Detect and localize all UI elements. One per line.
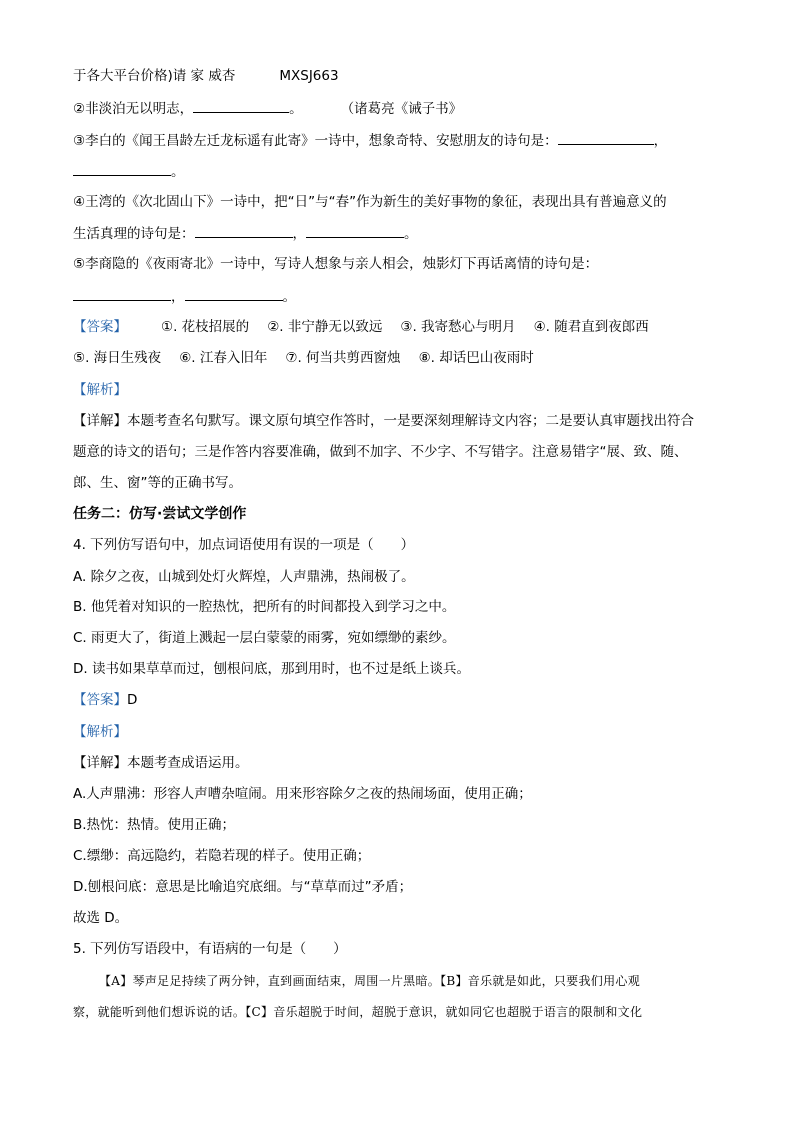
q4-detail-line: C.缥缈：高远隐约，若隐若现的样子。使用正确； xyxy=(73,848,371,864)
q4-detail-line: A.人声鼎沸：形容人声嘈杂喧闹。用来形容除夕之夜的热闹场面，使用正确； xyxy=(73,786,532,802)
blank-input[interactable] xyxy=(73,161,171,176)
q4-stem: 4. 下列仿写语句中，加点词语使用有误的一项是（ ） xyxy=(73,537,415,553)
item-3-text: ③李白的《闻王昌龄左迁龙标遥有此寄》一诗中，想象奇特、安慰朋友的诗句是： xyxy=(73,133,558,149)
analysis-3-label: 【解析】 xyxy=(73,382,127,398)
q4-option-d: D. 读书如果草草而过，刨根问底，那到用时，也不过是纸上谈兵。 xyxy=(73,661,470,677)
top-line xyxy=(73,66,724,86)
blank-input[interactable] xyxy=(195,223,293,238)
item-5-line-1: ⑤李商隐的《夜雨寄北》一诗中，写诗人想象与亲人相会，烛影灯下再话离情的诗句是： xyxy=(73,256,599,272)
analysis-3-line-2: 题意的诗文的语句；三是作答内容要准确，做到不加字、不少字、不写错字。注意易错字“展、致、随、 xyxy=(73,444,688,460)
blank-input[interactable] xyxy=(193,98,289,113)
task-2-heading: 任务二：仿写·尝试文学创作 xyxy=(73,506,247,522)
q4-detail-line: D.刨根问底：意思是比喻追究底细。与“草草而过”矛盾； xyxy=(73,879,413,895)
answer-item: ④. 随君直到夜郎西 xyxy=(533,319,649,335)
answer-item: ⑧. 却话巴山夜雨时 xyxy=(418,350,534,366)
answer-label: 【答案】 xyxy=(73,692,127,708)
q3-item-4-cont xyxy=(73,223,724,244)
top-line-text: 于各大平台价格)请 家 威杏 xyxy=(73,68,236,84)
answer-item: ⑤. 海日生残夜 xyxy=(73,350,162,366)
q4-detail-line: 故选 D。 xyxy=(73,910,129,926)
answer-3-row-2 xyxy=(73,348,724,368)
item-4-line-2: 生活真理的诗句是： xyxy=(73,226,195,242)
q4-detail-line: B.热忱：热情。使用正确； xyxy=(73,817,236,833)
answer-item: ①. 花枝招展的 xyxy=(161,319,250,335)
item-2-source: （诸葛亮《诫子书》 xyxy=(340,101,463,117)
q5-passage-line: 【A】琴声足足持续了两分钟，直到画面结束，周围一片黑暗。【B】音乐就是如此，只要我们用心观 xyxy=(99,974,640,988)
doc-code: MXSJ663 xyxy=(279,68,339,84)
q4-answer xyxy=(73,690,724,710)
blank-input[interactable] xyxy=(73,286,171,301)
answer-item: ⑦. 何当共剪西窗烛 xyxy=(285,350,401,366)
q4-analysis-label: 【解析】 xyxy=(73,724,127,740)
item-3-end: 。 xyxy=(171,164,185,180)
blank-input[interactable] xyxy=(185,286,283,301)
q4-option-c: C. 雨更大了，街道上溅起一层白蒙蒙的雨雾，宛如缥缈的素纱。 xyxy=(73,630,456,646)
q3-item-5 xyxy=(73,254,724,274)
q3-item-4 xyxy=(73,192,724,212)
item-2-prefix: ②非淡泊无以明志， xyxy=(73,101,194,117)
answer-label: 【答案】 xyxy=(73,319,127,335)
q4-option-b: B. 他凭着对知识的一腔热忱，把所有的时间都投入到学习之中。 xyxy=(73,599,456,615)
item-5-end: 。 xyxy=(282,289,296,305)
q4-detail-line: 【详解】本题考查成语运用。 xyxy=(73,755,249,771)
answer-value: D xyxy=(127,692,138,708)
analysis-3-line-1: 【详解】本题考查名句默写。课文原句填空作答时，一是要深刻理解诗文内容；二是要认真审题找出符合 xyxy=(73,413,694,429)
answer-item: ⑥. 江春入旧年 xyxy=(179,350,268,366)
q3-item-5-cont xyxy=(73,286,724,307)
item-4-comma: ， xyxy=(292,226,306,242)
item-4-line-1: ④王湾的《次北固山下》一诗中，把“日”与“春”作为新生的美好事物的象征，表现出具有普遍意义的 xyxy=(73,194,667,210)
answer-3-row-1 xyxy=(73,317,724,337)
q3-item-3 xyxy=(73,130,724,151)
item-3-comma: ， xyxy=(653,133,668,149)
item-5-comma: ， xyxy=(171,289,185,305)
q3-item-3-cont xyxy=(73,161,724,182)
q5-stem: 5. 下列仿写语段中，有语病的一句是（ ） xyxy=(73,941,347,957)
answer-item: ②. 非宁静无以致远 xyxy=(267,319,383,335)
q4-option-a: A. 除夕之夜，山城到处灯火辉煌，人声鼎沸，热闹极了。 xyxy=(73,569,415,585)
blank-input[interactable] xyxy=(558,130,654,145)
item-4-end: 。 xyxy=(404,226,418,242)
analysis-3-line-3: 郎、生、窗”等的正确书写。 xyxy=(73,475,242,491)
q5-passage-line: 察，就能听到他们想诉说的话。【C】音乐超脱于时间，超脱于意识，就如同它也超脱于语言的限制和文化 xyxy=(73,1005,643,1019)
q3-item-2 xyxy=(73,98,724,119)
answer-item: ③. 我寄愁心与明月 xyxy=(400,319,516,335)
blank-input[interactable] xyxy=(306,223,404,238)
item-2-suffix: 。 xyxy=(289,101,303,117)
